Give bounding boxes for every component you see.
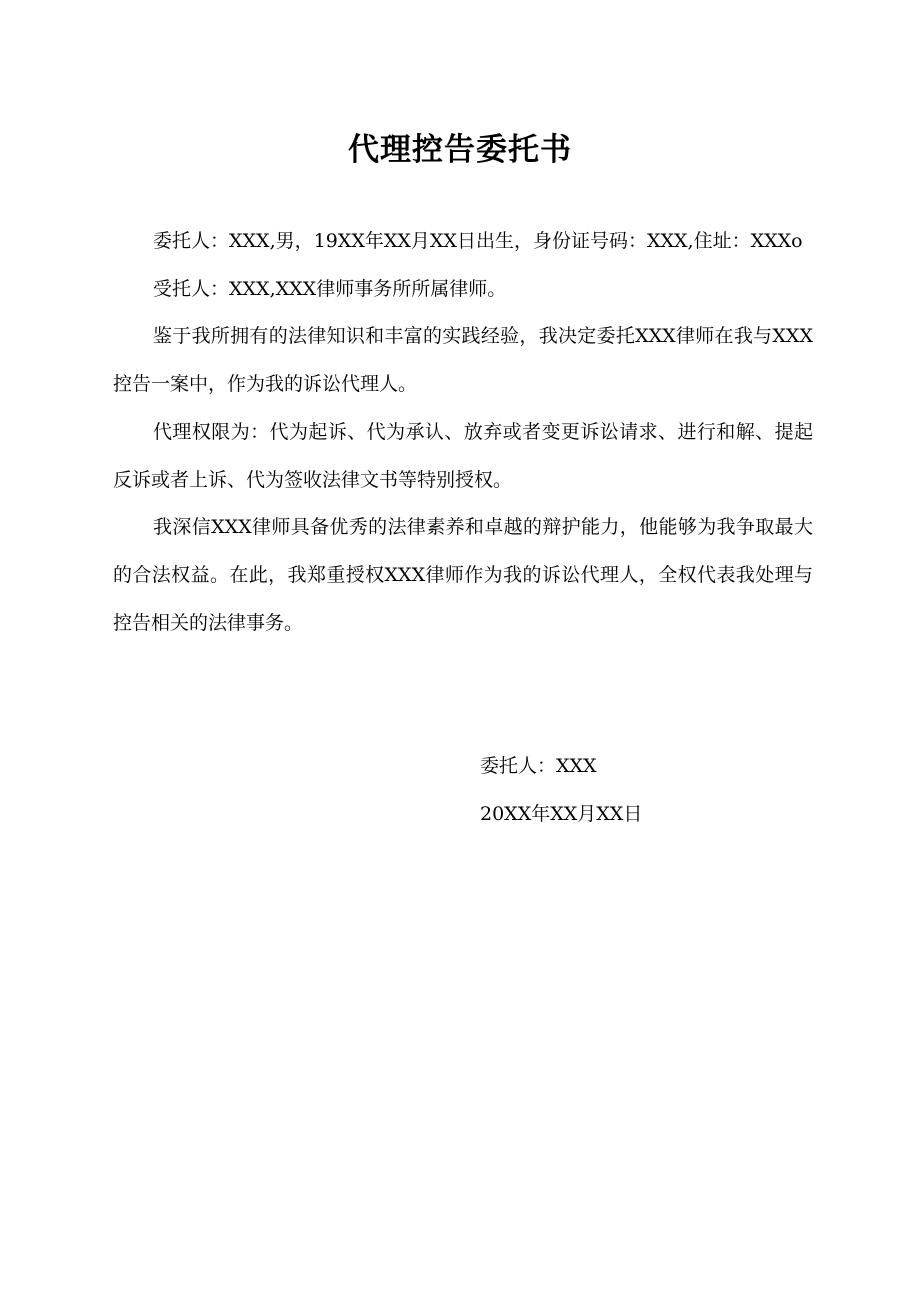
paragraph-principal: 委托人：XXX,男，19XX年XX月XX日出生，身份证号码：XXX,住址：XXXo: [153, 230, 803, 252]
document-body: [113, 218, 813, 647]
paragraph-statement: 我深信XXX律师具备优秀的法律素养和卓越的辩护能力，他能够为我争取最大的合法权益。在此，我郑重授权XXX律师作为我的诉讼代理人，全权代表我处理与控告相关的法律事务。: [113, 516, 813, 634]
paragraph-authority: 代理权限为：代为起诉、代为承认、放弃或者变更诉讼请求、进行和解、提起反诉或者上诉、代为签收法律文书等特别授权。: [113, 420, 813, 491]
signature-block: [480, 743, 642, 838]
paragraph-agent: 受托人：XXX,XXX律师事务所所属律师。: [153, 277, 507, 300]
paragraph-reason: 鉴于我所拥有的法律知识和丰富的实践经验，我决定委托XXX律师在我与XXX控告一案中，作为我的诉讼代理人。: [113, 325, 813, 396]
signature-date: 20XX年XX月XX日: [480, 802, 643, 825]
signature-principal: 委托人：XXX: [480, 755, 597, 777]
document-title: 代理控告委托书: [348, 132, 572, 168]
